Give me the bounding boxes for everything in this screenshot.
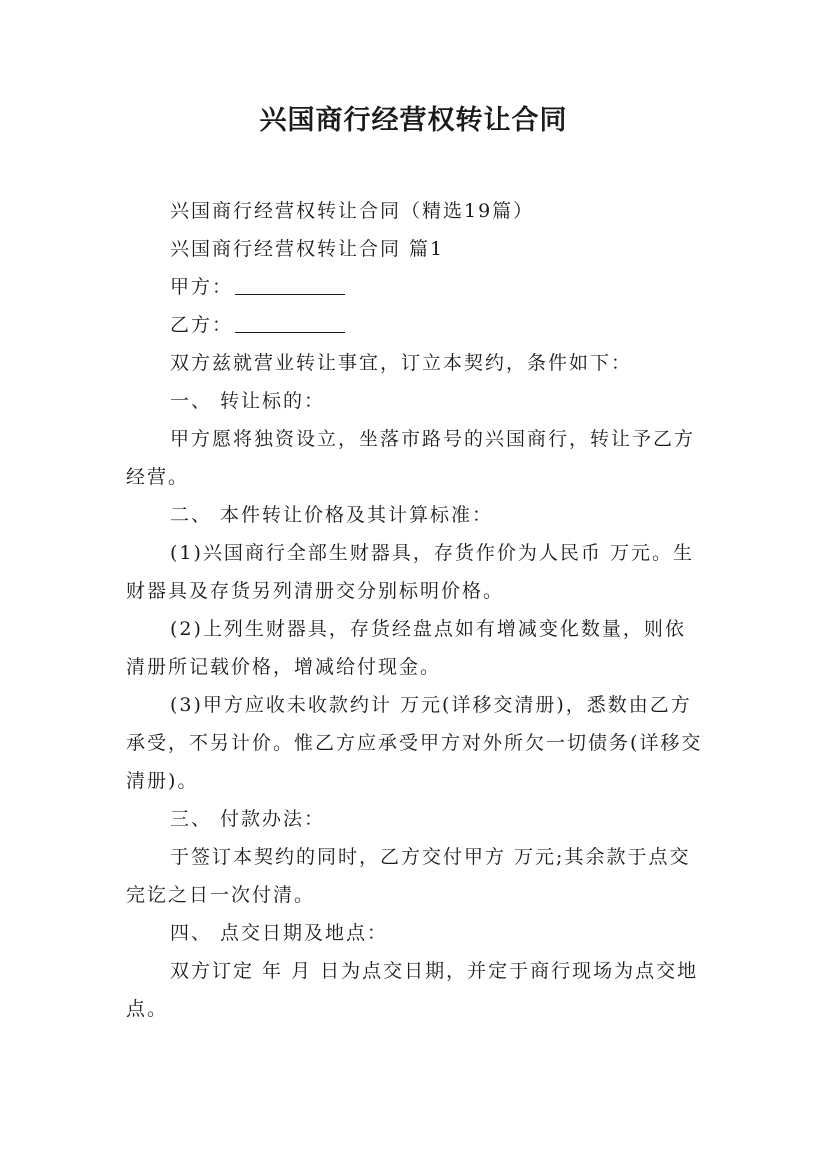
paragraph-section-heading: 兴国商行经营权转让合同 篇1: [170, 238, 445, 260]
clause-heading-1: 一、 转让标的：: [170, 390, 326, 412]
party-a-blank: [235, 276, 345, 295]
paragraph-subtitle: 兴国商行经营权转让合同（精选19篇）: [170, 200, 535, 222]
party-b-label: 乙方：: [170, 314, 234, 336]
document-body: [126, 192, 706, 1028]
clause-heading-2: 二、 本件转让价格及其计算标准：: [170, 504, 494, 526]
clause-item-2-2: (2)上列生财器具，存货经盘点如有增减变化数量，则依清册所记载价格，增减给付现金。: [126, 618, 686, 678]
clause-heading-4: 四、 点交日期及地点：: [170, 922, 389, 944]
party-a-label: 甲方：: [170, 276, 234, 298]
clause-heading-3: 三、 付款办法：: [170, 808, 326, 830]
clause-body-3: 于签订本契约的同时，乙方交付甲方 万元;其余款于点交完讫之日一次付清。: [126, 846, 691, 906]
party-b-blank: [235, 314, 345, 333]
clause-item-2-3: (3)甲方应收未收款约计 万元(详移交清册)，悉数由乙方承受，不另计价。惟乙方应承受甲方对外所欠一切债务(详移交清册)。: [126, 694, 703, 792]
document-title: 兴国商行经营权转让合同: [259, 105, 568, 136]
clause-item-2-1: (1)兴国商行全部生财器具，存货作价为人民币 万元。生财器具及存货另列清册交分别标明价格。: [126, 542, 694, 602]
clause-body-4: 双方订定 年 月 日为点交日期，并定于商行现场为点交地点。: [126, 960, 699, 1020]
paragraph-intro: 双方兹就营业转让事宜，订立本契约，条件如下：: [170, 352, 633, 374]
clause-body-1: 甲方愿将独资设立，坐落市路号的兴国商行，转让予乙方经营。: [126, 428, 696, 488]
party-a-line: [126, 268, 706, 306]
party-b-line: [126, 306, 706, 344]
